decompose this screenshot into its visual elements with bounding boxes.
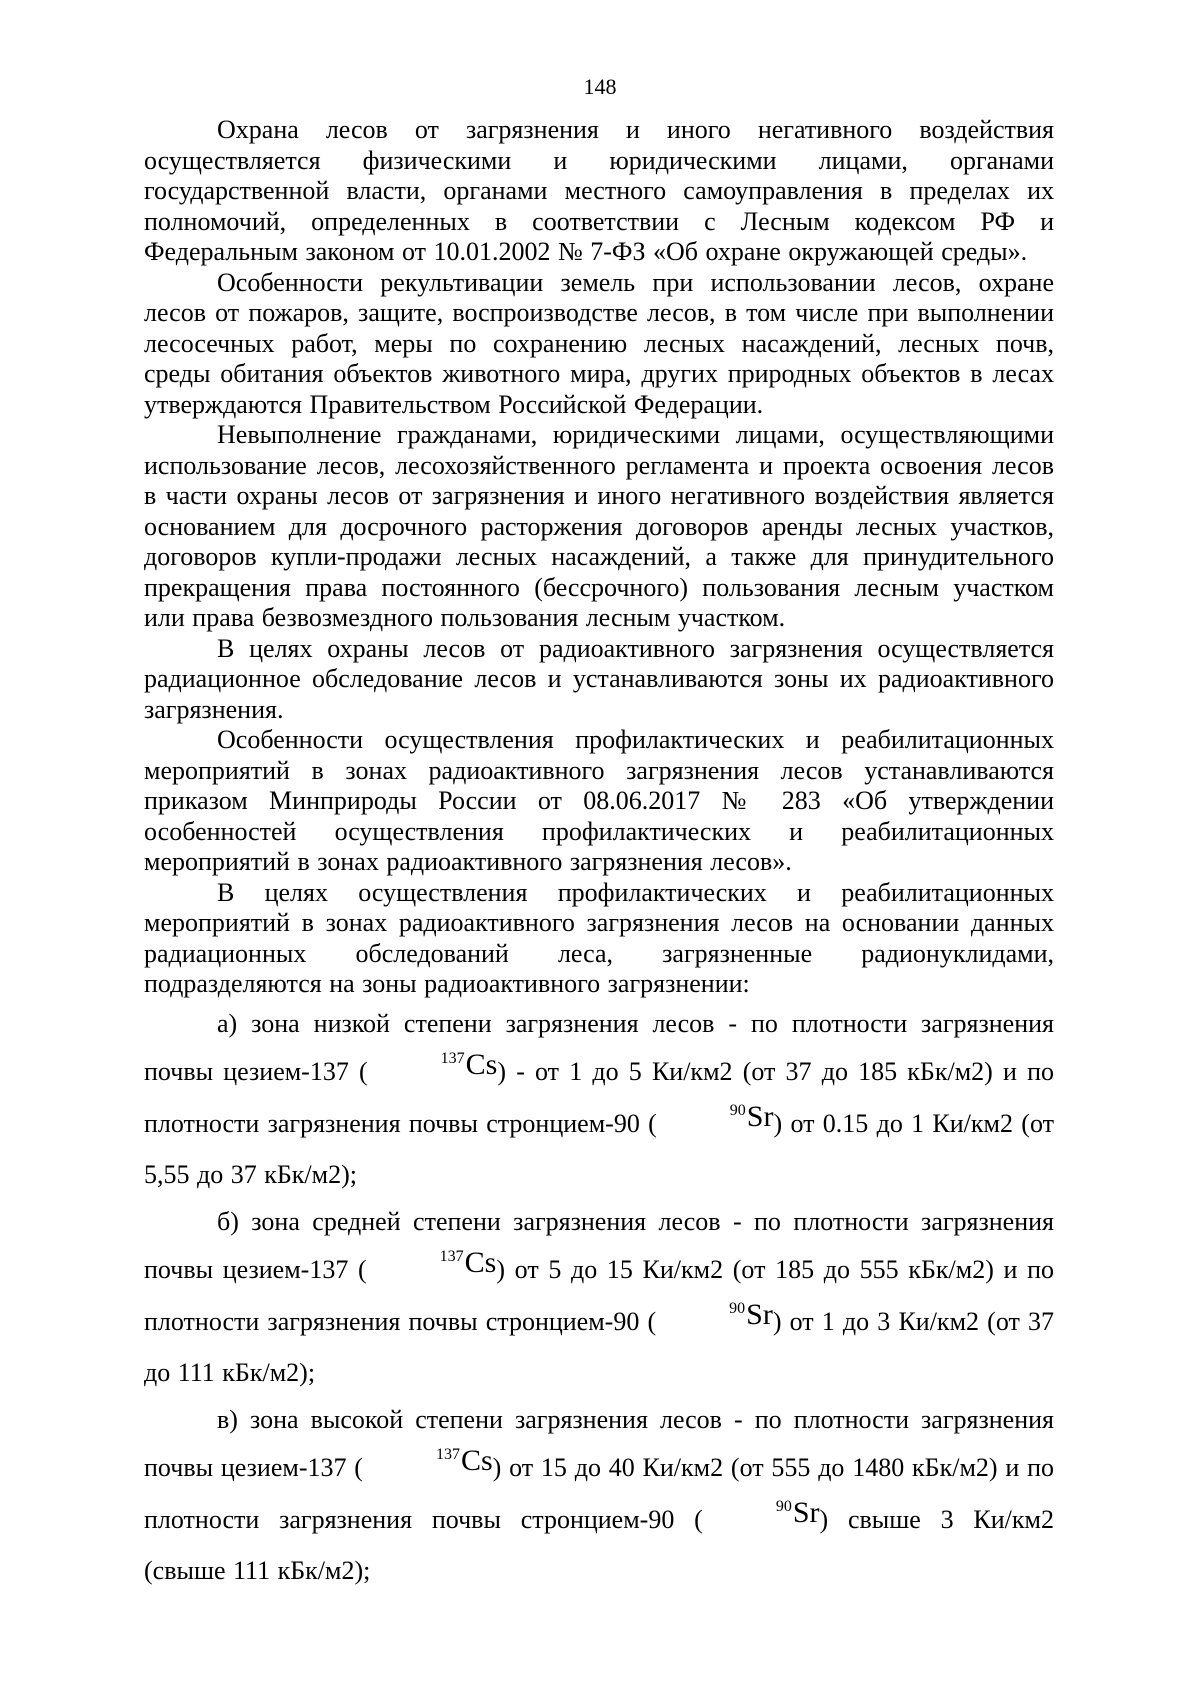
isotope-symbol: Sr [746, 1099, 774, 1133]
zone-low-text-1: а) зона низкой степени загрязнения лесов - по плотности загрязнения почвы цезием-137 ( [144, 1008, 1054, 1086]
isotope-mass: 90 [729, 1101, 746, 1119]
isotope-symbol: Cs [464, 1245, 497, 1279]
strontium-90-formula [703, 1495, 820, 1547]
page-number: 148 [583, 74, 617, 99]
zone-high-text-2: ) от 15 до 40 Ки/км2 (от 555 до 1480 кБк/м2) и по плотности загрязнения почвы стронцием-90 ( [144, 1452, 1055, 1534]
zone-medium-text-2: ) от 5 до 15 Ки/км2 (от 185 до 555 кБк/м2) и по плотности загрязнения почвы стронцием-90 ( [144, 1254, 1055, 1336]
zone-low-text-2: ) - от 1 до 5 Ки/км2 (от 37 до 185 кБк/м2) и по плотности загрязнения почвы стронцием-90 ( [144, 1056, 1054, 1138]
isotope-symbol: Sr [792, 1495, 820, 1529]
zone-low-text-3: ) от 0.15 до 1 Ки/км2 (от 5,55 до 37 кБк/м2); [144, 1108, 1054, 1189]
isotope-mass: 90 [729, 1299, 746, 1317]
isotope-symbol: Cs [460, 1443, 493, 1477]
zone-medium [144, 1198, 1054, 1396]
cesium-137-formula [368, 1047, 498, 1099]
isotope-symbol: Sr [746, 1297, 773, 1331]
document-body [144, 115, 1054, 1594]
isotope-mass: 137 [435, 1445, 460, 1463]
isotope-mass: 90 [775, 1497, 792, 1515]
isotope-mass: 137 [439, 1247, 464, 1265]
cesium-137-formula [367, 1245, 497, 1297]
paragraph-forest-protection: Охрана лесов от загрязнения и иного негативного воздействия осуществляется физическими и юридическими лицами, органами государственной власти, органами местного самоуправления в пределах их полномочий, определенных в соответствии с Лесным кодексом РФ и Федеральным законом от 10.01.2002 № 7-ФЗ «Об охране окружающей среды». [144, 115, 1054, 266]
zone-medium-text-3: ) от 1 до 3 Ки/км2 (от 37 до 111 кБк/м2); [144, 1306, 1054, 1387]
paragraph-radiation-survey: В целях охраны лесов от радиоактивного загрязнения осуществляется радиационное обследование лесов и устанавливаются зоны их радиоактивного загрязнения. [144, 633, 1054, 724]
strontium-90-formula [656, 1297, 773, 1349]
paragraph-ministry-order: Особенности осуществления профилактических и реабилитационных мероприятий в зонах радиоактивного загрязнения лесов устанавливаются приказом Минприроды России от 08.06.2017 № 283 «Об утверждении особенностей осуществления профилактических и реабилитационных мероприятий в зонах радиоактивного загрязнения лесов». [144, 725, 1054, 876]
paragraph-zones-intro: В целях осуществления профилактических и реабилитационных мероприятий в зонах радиоактивного загрязнения лесов на основании данных радиационных обследований леса, загрязненные радионуклидами, подразделяются на зоны радиоактивного загрязнении: [144, 877, 1054, 998]
cesium-137-formula [363, 1443, 493, 1495]
zone-high-text-3: ) свыше 3 Ки/км2 (свыше 111 кБк/м2); [144, 1504, 1054, 1585]
paragraph-non-compliance: Невыполнение гражданами, юридическими лицами, осуществляющими использование лесов, лесохозяйственного регламента и проекта освоения лесов в части охраны лесов от загрязнения и иного негативного воздействия является основанием для досрочного расторжения договоров аренды лесных участков, договоров купли-продажи лесных насаждений, а также для принудительного прекращения права постоянного (бессрочного) пользования лесным участком или права безвозмездного пользования лесным участком. [144, 420, 1054, 632]
zone-high-text-1: в) зона высокой степени загрязнения лесов - по плотности загрязнения почвы цезием-137 ( [144, 1404, 1054, 1482]
zone-medium-text-1: б) зона средней степени загрязнения лесов - по плотности загрязнения почвы цезием-137 ( [144, 1206, 1054, 1284]
zone-high [144, 1396, 1054, 1594]
isotope-mass: 137 [440, 1049, 465, 1067]
zone-low [144, 1000, 1054, 1198]
strontium-90-formula [657, 1099, 774, 1151]
isotope-symbol: Cs [465, 1047, 498, 1081]
paragraph-recultivation: Особенности рекультивации земель при использовании лесов, охране лесов от пожаров, защите, воспроизводстве лесов, в том числе при выполнении лесосечных работ, меры по сохранению лесных насаждений, лесных почв, среды обитания объектов животного мира, других природных объектов в лесах утверждаются Правительством Российской Федерации. [144, 267, 1054, 419]
